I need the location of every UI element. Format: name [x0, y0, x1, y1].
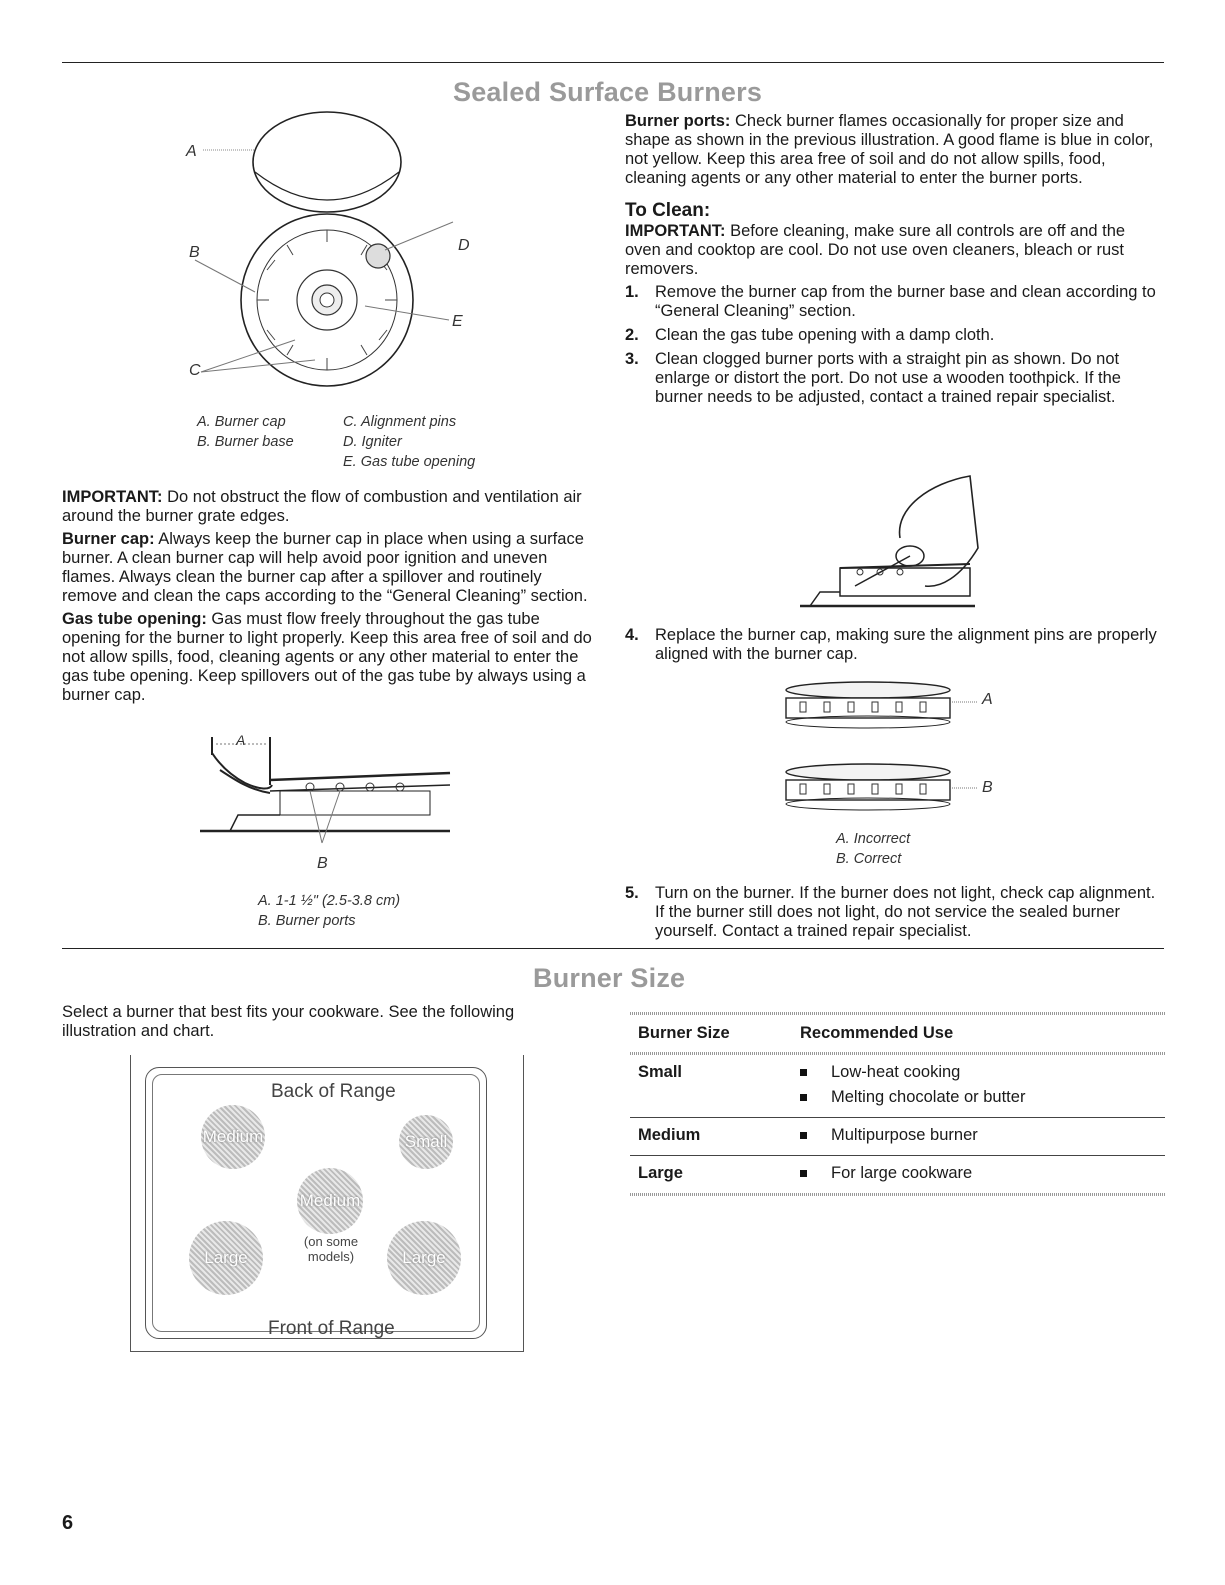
bullet-icon — [800, 1069, 807, 1076]
gas-tube-paragraph: Gas tube opening: Gas must flow freely throughout the gas tube opening for the burner to light properly. Keep this area free of soil and do not allow spills, food, cleaning agents or any other material to enter the gas tube opening. Keep spillovers out of the gas tube by always using a burner cap. — [62, 610, 592, 704]
size-medium: Medium — [638, 1126, 701, 1144]
step-5-block — [625, 884, 1165, 946]
step-4-block — [625, 626, 1165, 669]
list-item: For large cookware — [800, 1164, 1165, 1183]
bullet-icon — [800, 1170, 807, 1177]
label-d: D — [458, 237, 470, 254]
cap-alignment-captions — [836, 829, 910, 869]
label-a: A — [186, 143, 197, 160]
caption-b: B. Burner base — [197, 434, 294, 450]
page-number: 6 — [62, 1512, 74, 1534]
bullet-icon — [800, 1132, 807, 1139]
uses-medium — [800, 1126, 1165, 1151]
label-b: B — [189, 244, 200, 261]
clean-steps-4 — [625, 626, 1165, 664]
flame-label-b: B — [317, 855, 328, 872]
size-small: Small — [638, 1063, 683, 1081]
burner-ports-paragraph: Burner ports: Check burner flames occasionally for proper size and shape as shown in the previous illustration. A good flame is blue in color, not yellow. Keep this area free of soil and do not allow spills, food, cleaning agents or any other material to enter the burner ports. — [625, 112, 1154, 187]
burner-cap-paragraph: Burner cap: Always keep the burner cap in place when using a surface burner. A clean burner cap will help avoid poor ignition and uneven flames. Always clean the burner cap after a spillover and routinely remove and clean the caps according to the “General Cleaning” section. — [62, 530, 588, 605]
header-recommended-use: Recommended Use — [800, 1024, 954, 1042]
caption-d: D. Igniter — [343, 434, 402, 450]
header-burner-size: Burner Size — [638, 1024, 730, 1042]
bullet-icon — [800, 1094, 807, 1101]
step-5: 5. Turn on the burner. If the burner does not light, check cap alignment. If the burner still does not light, do not service the sealed burner yourself. Contact a trained repair specialist. — [625, 884, 1156, 940]
step-2: 2. Clean the gas tube opening with a damp cloth. — [625, 326, 995, 344]
center-burner-note: (on some models) — [303, 1234, 359, 1264]
list-item: Multipurpose burner — [800, 1126, 1165, 1145]
label-e: E — [452, 313, 463, 330]
table-row — [630, 1118, 1165, 1155]
cap-label-b: B — [982, 779, 993, 796]
list-item: Low-heat cooking — [800, 1063, 1165, 1082]
list-item: Melting chocolate or butter — [800, 1088, 1165, 1107]
cap-caption-b: B. Correct — [836, 851, 902, 867]
flame-caption-a: A. 1-1 ½" (2.5-3.8 cm) — [258, 893, 401, 909]
mid-rule — [62, 948, 1164, 949]
right-text-top — [625, 112, 1165, 412]
size-large: Large — [638, 1164, 683, 1182]
step-3: 3. Clean clogged burner ports with a straight pin as shown. Do not enlarge or distort the port. Do not use a wooden toothpick. If the burner needs to be adjusted, contact a trained repair specialist. — [625, 350, 1121, 406]
back-of-range-label: Back of Range — [271, 1081, 396, 1102]
caption-c: C. Alignment pins — [343, 414, 457, 430]
burner-large-front-left: Large — [189, 1221, 263, 1295]
table-row — [630, 1055, 1165, 1117]
section-title-burner-size: Burner Size — [533, 963, 686, 993]
flame-caption-block — [258, 891, 400, 931]
front-of-range-label: Front of Range — [268, 1318, 395, 1339]
flame-caption-b: B. Burner ports — [258, 913, 356, 929]
pin-cleaning-illustration — [800, 468, 980, 613]
to-clean-heading: To Clean: — [625, 200, 711, 221]
cap-alignment-diagram — [780, 676, 980, 821]
caption-a: A. Burner cap — [197, 414, 286, 430]
cap-caption-a: A. Incorrect — [836, 831, 911, 847]
label-c: C — [189, 362, 201, 379]
burner-size-intro: Select a burner that best fits your cookware. See the following illustration and chart. — [62, 1003, 515, 1040]
top-rule — [62, 62, 1164, 63]
uses-large — [800, 1164, 1165, 1189]
important-paragraph: IMPORTANT: Do not obstruct the flow of combustion and ventilation air around the burner grate edges. — [62, 488, 582, 525]
step-4: 4. Replace the burner cap, making sure the alignment pins are properly aligned with the burner cap. — [625, 626, 1157, 663]
burner-medium-back-left: Medium — [201, 1105, 265, 1169]
burner-large-front-right: Large — [387, 1221, 461, 1295]
uses-small — [800, 1063, 1165, 1113]
burner-small-back-right: Small — [399, 1115, 453, 1169]
flame-label-a: A — [236, 732, 246, 748]
clean-steps-1-3 — [625, 283, 1165, 407]
range-top-illustration — [130, 1055, 524, 1352]
table-header-row — [630, 1015, 1165, 1052]
burner-assembly-diagram — [175, 110, 495, 410]
table-bottom-border — [630, 1193, 1165, 1196]
flame-height-diagram — [200, 735, 460, 855]
table-row — [630, 1156, 1165, 1193]
caption-e: E. Gas tube opening — [343, 454, 476, 470]
clean-important-paragraph: IMPORTANT: Before cleaning, make sure all controls are off and the oven and cooktop are cool. Do not use oven cleaners, bleach or rust removers. — [625, 222, 1126, 278]
burner-size-table — [630, 1012, 1165, 1196]
burner-medium-center: Medium — [297, 1168, 363, 1234]
cap-label-a: A — [982, 691, 993, 708]
caption-col-2 — [343, 412, 513, 472]
left-text-block — [62, 488, 592, 709]
caption-col-1 — [197, 412, 347, 452]
step-1: 1. Remove the burner cap from the burner base and clean according to “General Cleaning” section. — [625, 283, 1156, 320]
section-title-sealed-burners: Sealed Surface Burners — [453, 77, 763, 107]
clean-steps-5 — [625, 884, 1165, 941]
